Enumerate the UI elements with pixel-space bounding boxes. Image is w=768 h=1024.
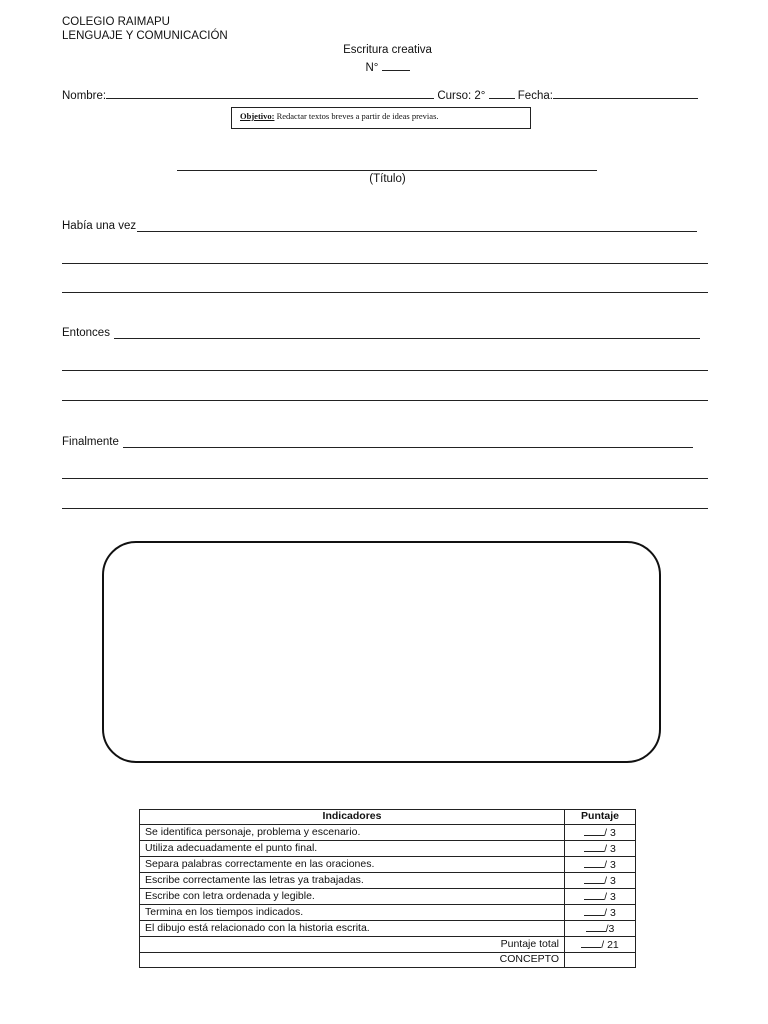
student-info-row bbox=[62, 87, 698, 102]
indicator-cell: Se identifica personaje, problema y escenario. bbox=[140, 824, 565, 840]
rubric-table bbox=[139, 809, 636, 968]
school-header bbox=[62, 15, 228, 43]
indicator-cell: Termina en los tiempos indicados. bbox=[140, 904, 565, 920]
story-middle-row bbox=[62, 327, 700, 339]
indicator-cell: Escribe con letra ordenada y legible. bbox=[140, 888, 565, 904]
name-blank[interactable] bbox=[106, 87, 434, 99]
writing-line[interactable] bbox=[62, 370, 708, 371]
score-cell[interactable]: /3 bbox=[565, 920, 636, 936]
score-cell[interactable]: / 3 bbox=[565, 824, 636, 840]
writing-line[interactable] bbox=[62, 292, 708, 293]
story-start-row bbox=[62, 220, 697, 232]
story-end-row bbox=[62, 436, 693, 448]
drawing-box[interactable] bbox=[102, 541, 661, 763]
table-row bbox=[140, 840, 636, 856]
concept-row bbox=[140, 952, 636, 967]
score-cell[interactable]: / 3 bbox=[565, 888, 636, 904]
objective-label: Objetivo: bbox=[240, 111, 275, 121]
concept-cell[interactable] bbox=[565, 952, 636, 967]
story-title-caption: (Título) bbox=[369, 173, 406, 185]
total-label: Puntaje total bbox=[140, 936, 565, 952]
story-end-label: Finalmente bbox=[62, 436, 119, 448]
objective-box bbox=[231, 107, 531, 129]
table-row bbox=[140, 888, 636, 904]
course-label: Curso: 2° bbox=[437, 90, 486, 102]
objective-text: Redactar textos breves a partir de ideas previas. bbox=[276, 111, 439, 121]
writing-line[interactable] bbox=[62, 508, 708, 509]
date-blank[interactable] bbox=[553, 87, 698, 99]
total-row bbox=[140, 936, 636, 952]
table-row bbox=[140, 920, 636, 936]
table-row bbox=[140, 872, 636, 888]
indicator-cell: Escribe correctamente las letras ya trabajadas. bbox=[140, 872, 565, 888]
indicator-cell: Separa palabras correctamente en las oraciones. bbox=[140, 856, 565, 872]
story-end-blank[interactable] bbox=[123, 436, 693, 448]
number-blank[interactable] bbox=[382, 59, 410, 71]
indicators-header: Indicadores bbox=[140, 810, 565, 825]
story-middle-label: Entonces bbox=[62, 327, 110, 339]
indicator-cell: Utiliza adecuadamente el punto final. bbox=[140, 840, 565, 856]
score-cell[interactable]: / 3 bbox=[565, 840, 636, 856]
name-label: Nombre: bbox=[62, 90, 107, 102]
subject-name: LENGUAJE Y COMUNICACIÓN bbox=[62, 30, 228, 42]
activity-title: Escritura creativa bbox=[343, 44, 432, 56]
total-score-cell[interactable]: / 21 bbox=[565, 936, 636, 952]
score-cell[interactable]: / 3 bbox=[565, 904, 636, 920]
rubric-header-row bbox=[140, 810, 636, 825]
table-row bbox=[140, 856, 636, 872]
course-blank[interactable] bbox=[489, 87, 515, 99]
writing-line[interactable] bbox=[62, 478, 708, 479]
story-start-blank[interactable] bbox=[137, 220, 697, 232]
indicator-cell: El dibujo está relacionado con la historia escrita. bbox=[140, 920, 565, 936]
score-cell[interactable]: / 3 bbox=[565, 872, 636, 888]
table-row bbox=[140, 904, 636, 920]
table-row bbox=[140, 824, 636, 840]
number-label: N° bbox=[365, 62, 379, 74]
writing-line[interactable] bbox=[62, 400, 708, 401]
date-label: Fecha: bbox=[517, 90, 553, 102]
story-start-label: Había una vez bbox=[62, 220, 137, 232]
school-name: COLEGIO RAIMAPU bbox=[62, 16, 170, 28]
writing-line[interactable] bbox=[62, 263, 708, 264]
story-middle-blank[interactable] bbox=[114, 327, 700, 339]
activity-number bbox=[0, 59, 768, 74]
score-cell[interactable]: / 3 bbox=[565, 856, 636, 872]
concept-label: CONCEPTO bbox=[140, 952, 565, 967]
score-header: Puntaje bbox=[565, 810, 636, 825]
story-title-blank[interactable] bbox=[177, 170, 597, 171]
